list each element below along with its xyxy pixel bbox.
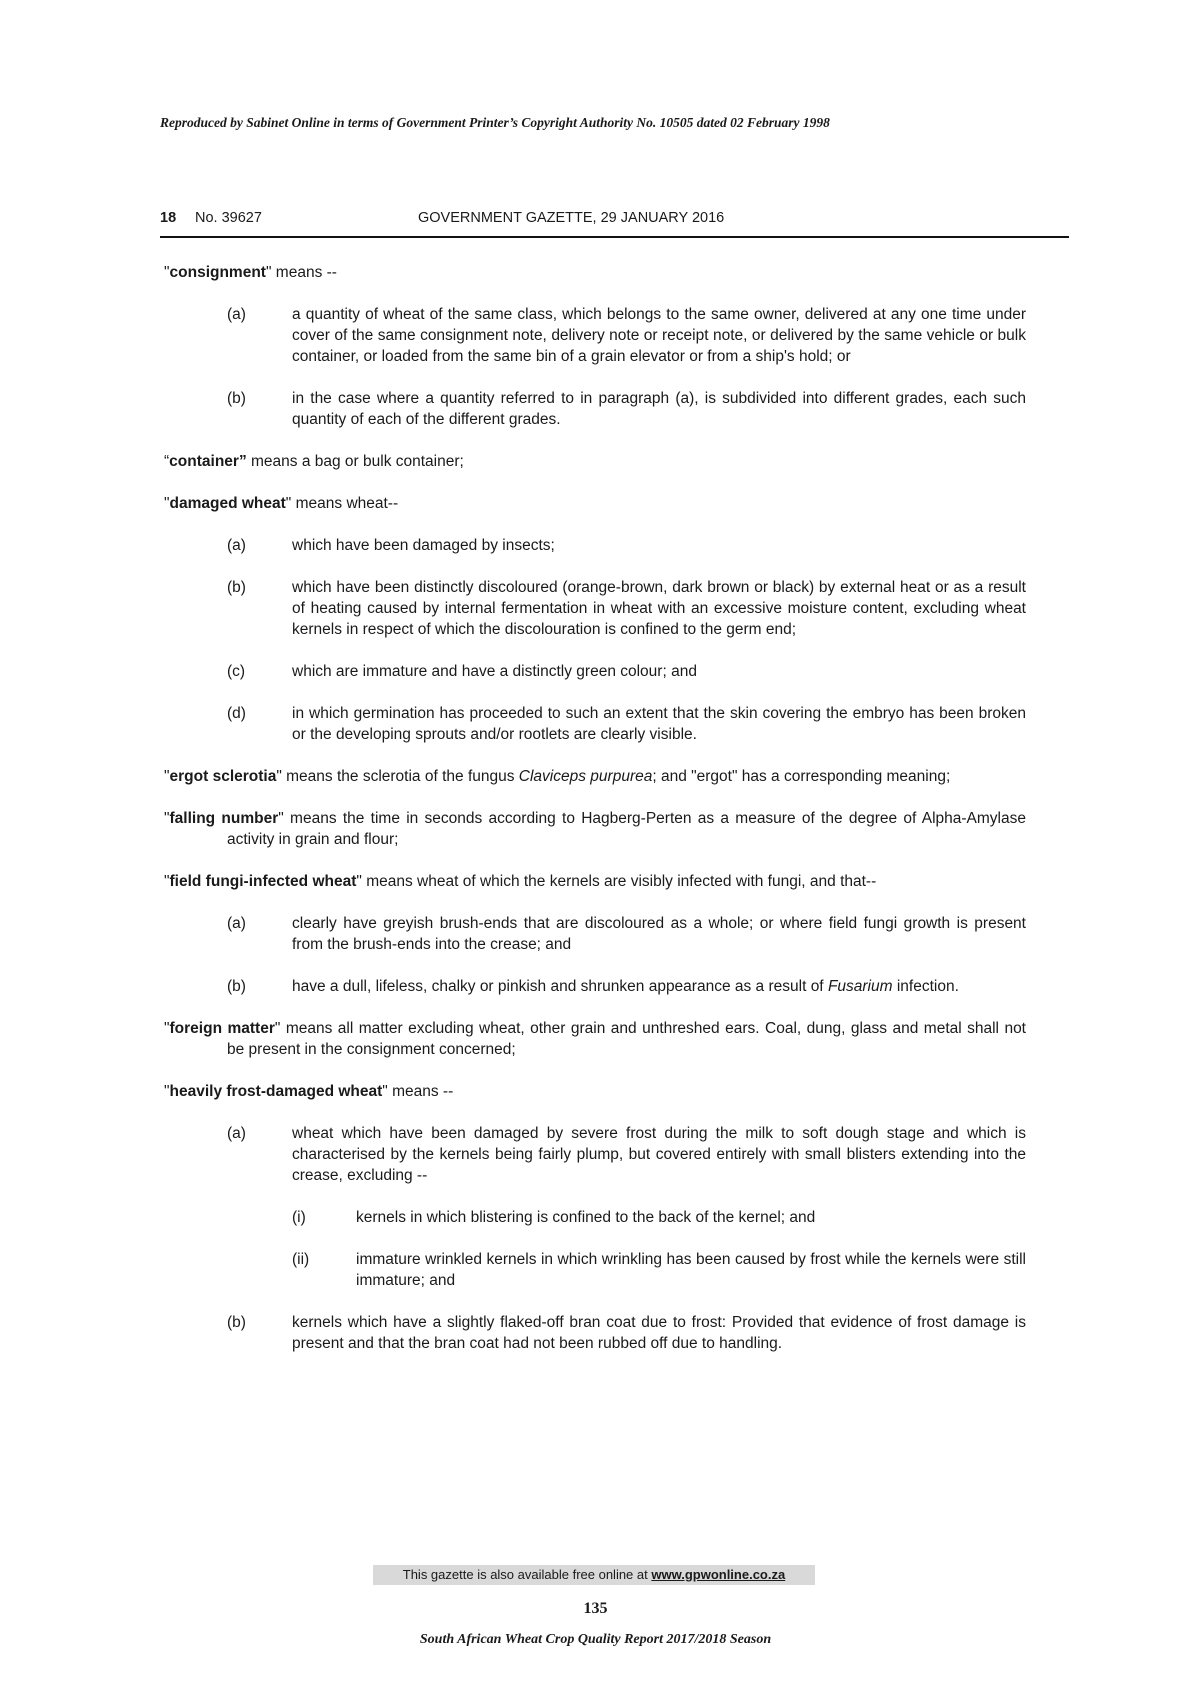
item-text: have a dull, lifeless, chalky or pinkish and shrunken appearance as a result of xyxy=(292,978,828,995)
list-item xyxy=(164,976,1026,997)
report-title: South African Wheat Crop Quality Report 2017/2018 Season xyxy=(419,1632,772,1647)
item-text: which have been damaged by insects; xyxy=(292,537,555,554)
list-item xyxy=(164,304,1026,367)
online-notice-text: This gazette is also available free online at xyxy=(402,1567,652,1582)
quote-open: " xyxy=(164,810,170,827)
species-name: Fusarium xyxy=(827,978,893,995)
definition-text: means -- xyxy=(271,264,337,281)
item-text: in the case where a quantity referred to in paragraph (a), is subdivided into different grades, each such quantity of each of the different grades. xyxy=(292,390,1026,428)
item-label: (a) xyxy=(227,1125,246,1142)
definition-text: means -- xyxy=(387,1083,454,1100)
quote-close: ” xyxy=(238,453,247,470)
item-label: (b) xyxy=(227,390,246,407)
list-item xyxy=(164,535,1026,556)
list-item xyxy=(164,661,1026,682)
defined-term: heavily frost-damaged wheat xyxy=(169,1083,383,1100)
sub-list-item xyxy=(292,1249,1026,1291)
quote-open: " xyxy=(164,264,170,281)
quote-open: " xyxy=(164,495,170,512)
quote-open: " xyxy=(164,1020,170,1037)
sub-item-text: kernels in which blistering is confined to the back of the kernel; and xyxy=(356,1209,816,1226)
item-text: which are immature and have a distinctly green colour; and xyxy=(292,663,697,680)
definition-field-fungi-infected-wheat xyxy=(164,871,1026,892)
defined-term: damaged wheat xyxy=(169,495,286,512)
item-label: (c) xyxy=(227,663,246,680)
gazette-page-number: 18 xyxy=(160,210,177,226)
definitions-body xyxy=(164,262,1026,1375)
gazette-issue-number: No. 39627 xyxy=(195,210,262,226)
quote-open: “ xyxy=(164,453,170,470)
item-text: in which germination has proceeded to such an extent that the skin covering the embryo has been broken or the developing sprouts and/or rootlets are clearly visible. xyxy=(292,705,1026,743)
list-item xyxy=(164,703,1026,745)
item-label: (b) xyxy=(227,1314,246,1331)
item-text: kernels which have a slightly flaked-off bran coat due to frost: Provided that evidence of frost damage is present and that the bran coat had not been rubbed off due to handling. xyxy=(292,1314,1026,1352)
definition-ergot-sclerotia xyxy=(164,766,1026,787)
quote-open: " xyxy=(164,1083,170,1100)
definition-damaged-wheat xyxy=(164,493,1026,514)
sub-item-label: (ii) xyxy=(292,1251,310,1268)
quote-close: " xyxy=(285,495,292,512)
item-label: (d) xyxy=(227,705,246,722)
item-label: (a) xyxy=(227,306,246,323)
definition-text: ; and "ergot" has a corresponding meaning; xyxy=(652,768,951,785)
defined-term: foreign matter xyxy=(169,1020,275,1037)
item-label: (a) xyxy=(227,915,246,932)
definition-text: means the time in seconds according to Hagberg-Perten as a measure of the degree of Alpha-Amylase activity in grain and flour; xyxy=(227,810,1026,848)
definition-text: means the sclerotia of the fungus xyxy=(281,768,519,785)
quote-close: " xyxy=(382,1083,388,1100)
defined-term: field fungi-infected wheat xyxy=(169,873,357,890)
quote-open: " xyxy=(164,768,170,785)
definition-text: means all matter excluding wheat, other grain and unthreshed ears. Coal, dung, glass and metal shall not be present in the consignment concerned; xyxy=(227,1020,1026,1058)
quote-close: " xyxy=(274,1020,281,1037)
quote-close: " xyxy=(278,810,284,827)
gpwonline-link[interactable]: www.gpwonline.co.za xyxy=(651,1567,786,1582)
definition-foreign-matter xyxy=(164,1018,1026,1060)
online-availability-notice xyxy=(373,1565,815,1585)
list-item xyxy=(164,1123,1026,1186)
quote-close: " xyxy=(265,264,272,281)
sub-item-label: (i) xyxy=(292,1209,306,1226)
item-text: a quantity of wheat of the same class, which belongs to the same owner, delivered at any one time under cover of the same consignment note, delivery note or receipt note, or delivered by the same vehicle or bulk container, or loaded from the same bin of a grain elevator or from a ship's hold; or xyxy=(292,306,1026,365)
list-item xyxy=(164,388,1026,430)
quote-close: " xyxy=(356,873,362,890)
defined-term: ergot sclerotia xyxy=(169,768,277,785)
item-text: wheat which have been damaged by severe frost during the milk to soft dough stage and which is characterised by the kernels being fairly plump, but covered entirely with small blisters extending into the crease, excluding -- xyxy=(292,1125,1026,1184)
definition-consignment xyxy=(164,262,1026,283)
item-text: clearly have greyish brush-ends that are discoloured as a whole; or where field fungi growth is present from the brush-ends into the crease; and xyxy=(292,915,1026,953)
item-text: infection. xyxy=(892,978,959,995)
quote-open: " xyxy=(164,873,170,890)
quote-close: " xyxy=(276,768,282,785)
item-label: (a) xyxy=(227,537,246,554)
definition-text: means wheat-- xyxy=(291,495,399,512)
item-label: (b) xyxy=(227,978,246,995)
definition-heavily-frost-damaged-wheat xyxy=(164,1081,1026,1102)
item-label: (b) xyxy=(227,579,246,596)
gazette-header xyxy=(160,210,1069,238)
item-text-group xyxy=(292,976,1026,997)
gazette-title: GOVERNMENT GAZETTE, 29 JANUARY 2016 xyxy=(418,210,725,226)
defined-term: falling number xyxy=(169,810,279,827)
report-page-number: 135 xyxy=(583,1600,608,1617)
species-name: Claviceps purpurea xyxy=(518,768,653,785)
list-item xyxy=(164,577,1026,640)
definition-falling-number xyxy=(164,808,1026,850)
definition-text: means wheat of which the kernels are visibly infected with fungi, and that-- xyxy=(361,873,877,890)
reproduction-notice: Reproduced by Sabinet Online in terms of Government Printer’s Copyright Authority No. 10505 dated 02 February 1998 xyxy=(160,115,830,130)
list-item xyxy=(164,1312,1026,1354)
sub-list-item xyxy=(292,1207,1026,1228)
definition-container xyxy=(164,451,1026,472)
list-item xyxy=(164,913,1026,955)
definition-text: means a bag or bulk container; xyxy=(246,453,464,470)
defined-term: container xyxy=(169,453,239,470)
sub-item-text: immature wrinkled kernels in which wrinkling has been caused by frost while the kernels were still immature; and xyxy=(356,1251,1026,1289)
item-text: which have been distinctly discoloured (orange-brown, dark brown or black) by external heat or as a result of heating caused by internal fermentation in wheat with an excessive moisture content, excluding wheat kernels in respect of which the discolouration is confined to the germ end; xyxy=(292,579,1026,638)
defined-term: consignment xyxy=(169,264,266,281)
